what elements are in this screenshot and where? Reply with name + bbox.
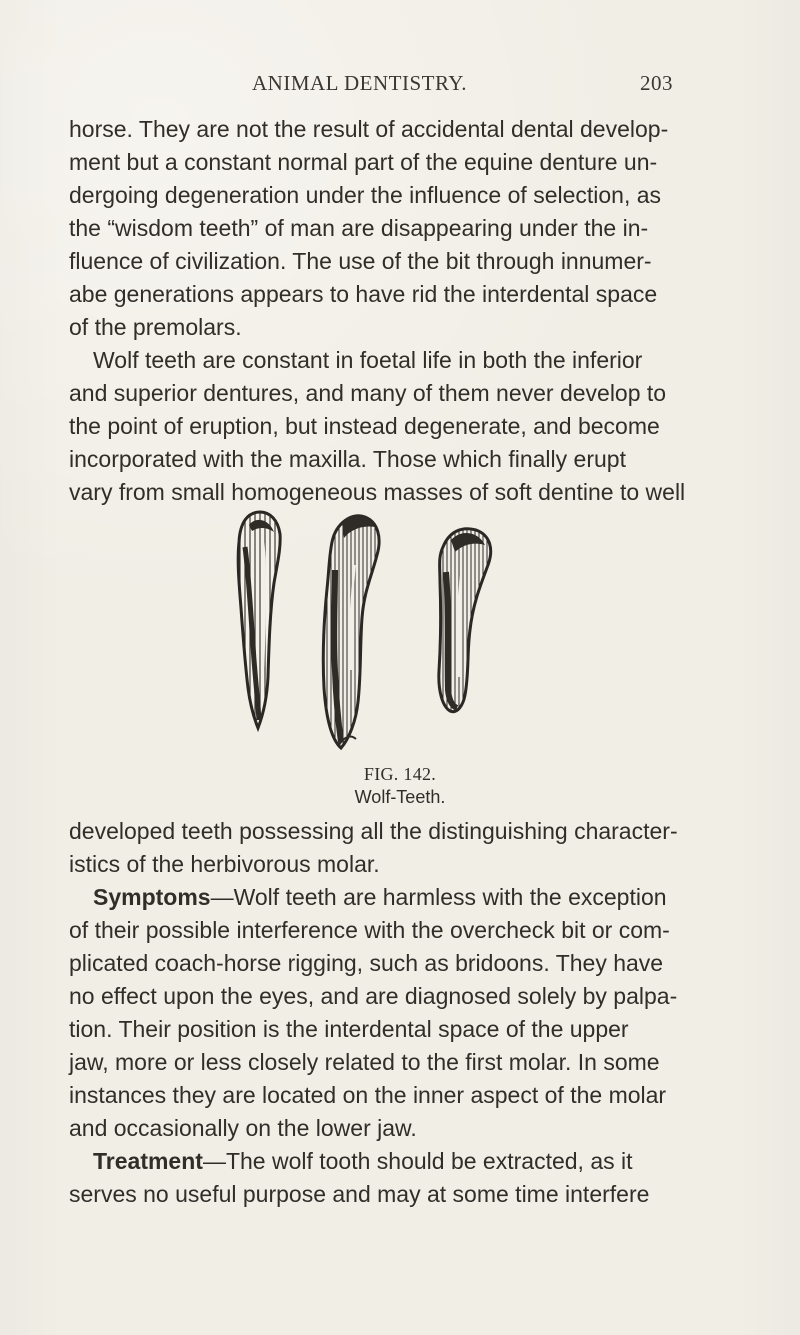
text-line: the “wisdom teeth” of man are disappearing under the in- bbox=[69, 215, 649, 241]
text-line: Wolf teeth are constant in foetal life in both the inferior bbox=[93, 347, 643, 373]
figure-caption bbox=[0, 763, 800, 809]
text-line: fluence of civilization. The use of the bit through innumer- bbox=[69, 248, 652, 274]
symptoms-heading: Symptoms bbox=[93, 884, 211, 910]
tooth-left bbox=[238, 512, 280, 728]
page-number: 203 bbox=[640, 71, 673, 95]
text-line: plicated coach-horse rigging, such as bridoons. They have bbox=[69, 950, 664, 976]
paragraph-after-figure bbox=[69, 815, 681, 881]
text-line: of their possible interference with the overcheck bit or com- bbox=[69, 917, 670, 943]
symptoms-first-line bbox=[69, 881, 681, 914]
text-line: and superior dentures, and many of them never develop to bbox=[69, 380, 667, 406]
text-line: incorporated with the maxilla. Those which finally erupt bbox=[69, 446, 626, 472]
paragraph-wolf-teeth bbox=[69, 344, 686, 509]
running-head: ANIMAL DENTISTRY. bbox=[252, 71, 468, 95]
text-line: tion. Their position is the interdental space of the upper bbox=[69, 1016, 629, 1042]
page-header bbox=[0, 71, 800, 99]
text-line: developed teeth possessing all the distinguishing character- bbox=[69, 818, 678, 844]
text-line: ment but a constant normal part of the equine denture un- bbox=[69, 149, 658, 175]
text-line: of the premolars. bbox=[69, 314, 242, 340]
wolf-teeth-illustration bbox=[214, 507, 510, 753]
text-line: no effect upon the eyes, and are diagnosed solely by palpa- bbox=[69, 983, 678, 1009]
symptoms-section bbox=[69, 881, 681, 1145]
text-line: instances they are located on the inner aspect of the molar bbox=[69, 1082, 667, 1108]
tooth-right bbox=[439, 529, 491, 712]
text-line: dergoing degeneration under the influence of selection, as bbox=[69, 182, 662, 208]
paragraph-continuation bbox=[69, 113, 681, 344]
treatment-section bbox=[69, 1145, 681, 1211]
text-line: and occasionally on the lower jaw. bbox=[69, 1115, 417, 1141]
figure-number: FIG. 142. bbox=[363, 764, 437, 784]
figure-title: Wolf-Teeth. bbox=[354, 787, 446, 807]
tooth-middle bbox=[323, 516, 379, 748]
text-line: abe generations appears to have rid the interdental space bbox=[69, 281, 658, 307]
text-line: the point of eruption, but instead degenerate, and become bbox=[69, 413, 660, 439]
text-line: serves no useful purpose and may at some time interfere bbox=[69, 1181, 650, 1207]
treatment-first-line bbox=[69, 1145, 681, 1178]
text-fragment: —Wolf teeth are harmless with the exception bbox=[210, 884, 667, 910]
text-line: jaw, more or less closely related to the first molar. In some bbox=[69, 1049, 660, 1075]
treatment-heading: Treatment bbox=[93, 1148, 203, 1174]
text-fragment: —The wolf tooth should be extracted, as it bbox=[202, 1148, 633, 1174]
text-line: vary from small homogeneous masses of soft dentine to well bbox=[69, 479, 686, 505]
text-line: istics of the herbivorous molar. bbox=[69, 851, 380, 877]
text-line: horse. They are not the result of accidental dental develop- bbox=[69, 116, 669, 142]
